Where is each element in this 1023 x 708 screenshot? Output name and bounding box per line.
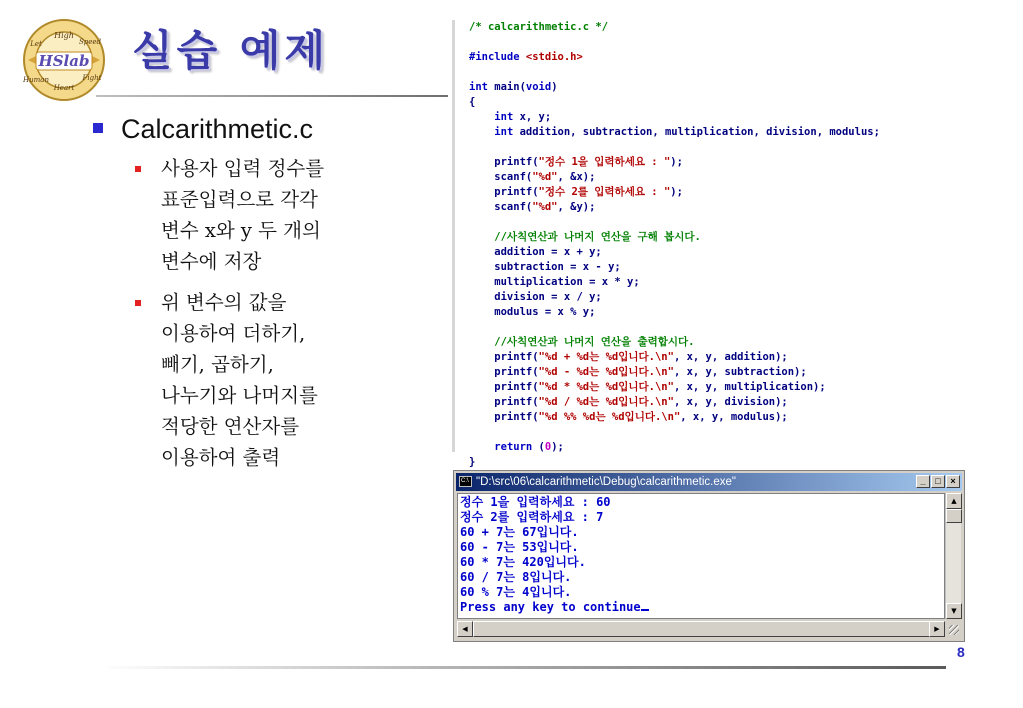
maximize-button[interactable]: □ bbox=[931, 475, 945, 488]
sub-bullet-1-text: 사용자 입력 정수를 표준입력으로 각각 변수 x와 y 두 개의 변수에 저장 bbox=[161, 157, 325, 273]
code-line: printf("%d %% %d는 %d입니다.\n", x, y, modulus); bbox=[469, 411, 788, 423]
slide-title: 실습 예제 bbox=[132, 26, 329, 75]
code-line: modulus = x % y; bbox=[469, 306, 596, 318]
code-line: int addition, subtraction, multiplication, division, modulus; bbox=[494, 126, 880, 138]
code-line: printf("%d + %d는 %d입니다.\n", x, y, addition); bbox=[469, 351, 788, 363]
console-line: Press any key to continue bbox=[460, 600, 942, 615]
sub-bullet-2-text: 위 변수의 값을 이용하여 더하기, 빼기, 곱하기, 나누기와 나머지를 적당한 연산자를 이용하여 출력 bbox=[161, 291, 318, 469]
code-line: printf("%d * %d는 %d입니다.\n", x, y, multiplication); bbox=[469, 381, 826, 393]
hslab-logo bbox=[22, 18, 106, 102]
vertical-scrollbar[interactable] bbox=[945, 493, 961, 619]
text-cursor bbox=[641, 609, 649, 611]
close-button[interactable]: × bbox=[946, 475, 960, 488]
code-line: printf("%d - %d는 %d입니다.\n", x, y, subtraction); bbox=[469, 366, 807, 378]
code-line: return (0); bbox=[494, 441, 564, 453]
logo-ring-word-right: Speed bbox=[78, 38, 102, 46]
code-line bbox=[469, 140, 982, 155]
scroll-right-icon[interactable]: ▶ bbox=[929, 621, 945, 637]
code-line bbox=[469, 35, 982, 50]
code-line: printf("%d / %d는 %d입니다.\n", x, y, division); bbox=[469, 396, 788, 408]
horizontal-scrollbar[interactable] bbox=[457, 621, 945, 637]
hslab-logo-graphic bbox=[22, 18, 106, 102]
console-line: 정수 2를 입력하세요 : 7 bbox=[460, 510, 604, 524]
code-line: printf("정수 2를 입력하세요 : "); bbox=[469, 186, 683, 198]
console-app-icon: C:\ bbox=[459, 476, 472, 487]
code-line: } bbox=[469, 456, 476, 468]
code-line: //사칙연산과 나머지 연산을 출력합시다. bbox=[469, 336, 695, 348]
vertical-scroll-thumb[interactable] bbox=[946, 509, 962, 523]
code-line: int main(void) bbox=[469, 81, 558, 93]
code-line: int x, y; bbox=[494, 111, 552, 123]
sub-bullet-1 bbox=[135, 153, 395, 277]
sub-bullet-square-icon bbox=[135, 300, 141, 306]
bullet-square-icon bbox=[93, 123, 103, 133]
code-line: #include <stdio.h> bbox=[469, 51, 583, 63]
code-line: scanf("%d", &y); bbox=[469, 201, 596, 213]
code-line: { bbox=[469, 96, 476, 108]
console-line: 60 * 7는 420입니다. bbox=[460, 555, 586, 569]
console-window bbox=[453, 470, 965, 642]
scroll-up-icon[interactable]: ▲ bbox=[946, 493, 962, 509]
console-line: 60 - 7는 53입니다. bbox=[460, 540, 579, 554]
sub-bullet-square-icon bbox=[135, 166, 141, 172]
code-line bbox=[469, 65, 982, 80]
logo-ring-word-top: High bbox=[54, 31, 74, 40]
horizontal-scroll-thumb[interactable] bbox=[473, 621, 931, 637]
code-line bbox=[469, 425, 982, 440]
bullet-main-text: Calcarithmetic.c bbox=[121, 114, 314, 144]
console-line: 60 % 7는 4입니다. bbox=[460, 585, 572, 599]
console-line: 60 / 7는 8입니다. bbox=[460, 570, 572, 584]
bullet-main bbox=[93, 114, 313, 145]
title-divider bbox=[96, 95, 448, 97]
logo-ring-word-bottom-left: Human bbox=[23, 76, 49, 84]
scroll-left-icon[interactable]: ◀ bbox=[457, 621, 473, 637]
sub-bullet-2 bbox=[135, 287, 395, 473]
code-line: division = x / y; bbox=[469, 291, 602, 303]
page-number: 8 bbox=[957, 644, 965, 660]
code-line: multiplication = x * y; bbox=[469, 276, 640, 288]
code-line: /* calcarithmetic.c */ bbox=[469, 21, 609, 33]
console-title-text: "D:\src\06\calcarithmetic\Debug\calcarithmetic.exe" bbox=[476, 476, 736, 488]
code-listing bbox=[452, 20, 982, 468]
footer-divider bbox=[100, 666, 946, 669]
logo-ring-word-bottom-right: Fight bbox=[82, 74, 102, 82]
logo-text: HSlab bbox=[38, 52, 90, 70]
scroll-down-icon[interactable]: ▼ bbox=[946, 603, 962, 619]
console-output[interactable] bbox=[457, 493, 945, 619]
code-line: addition = x + y; bbox=[469, 246, 602, 258]
code-line bbox=[469, 215, 982, 230]
logo-ring-word-bottom: Heart bbox=[53, 84, 75, 92]
logo-ring-word-left: Let bbox=[30, 40, 42, 48]
console-line: 정수 1을 입력하세요 : 60 bbox=[460, 495, 611, 509]
code-line: subtraction = x - y; bbox=[469, 261, 621, 273]
code-line bbox=[469, 320, 982, 335]
code-line: printf("정수 1을 입력하세요 : "); bbox=[469, 156, 683, 168]
minimize-button[interactable]: _ bbox=[916, 475, 930, 488]
window-controls bbox=[915, 475, 960, 491]
console-line: 60 + 7는 67입니다. bbox=[460, 525, 579, 539]
code-line: scanf("%d", &x); bbox=[469, 171, 596, 183]
code-line: //사칙연산과 나머지 연산을 구해 봅시다. bbox=[469, 231, 701, 243]
console-titlebar[interactable] bbox=[456, 473, 962, 491]
resize-grip-icon[interactable] bbox=[945, 621, 961, 637]
